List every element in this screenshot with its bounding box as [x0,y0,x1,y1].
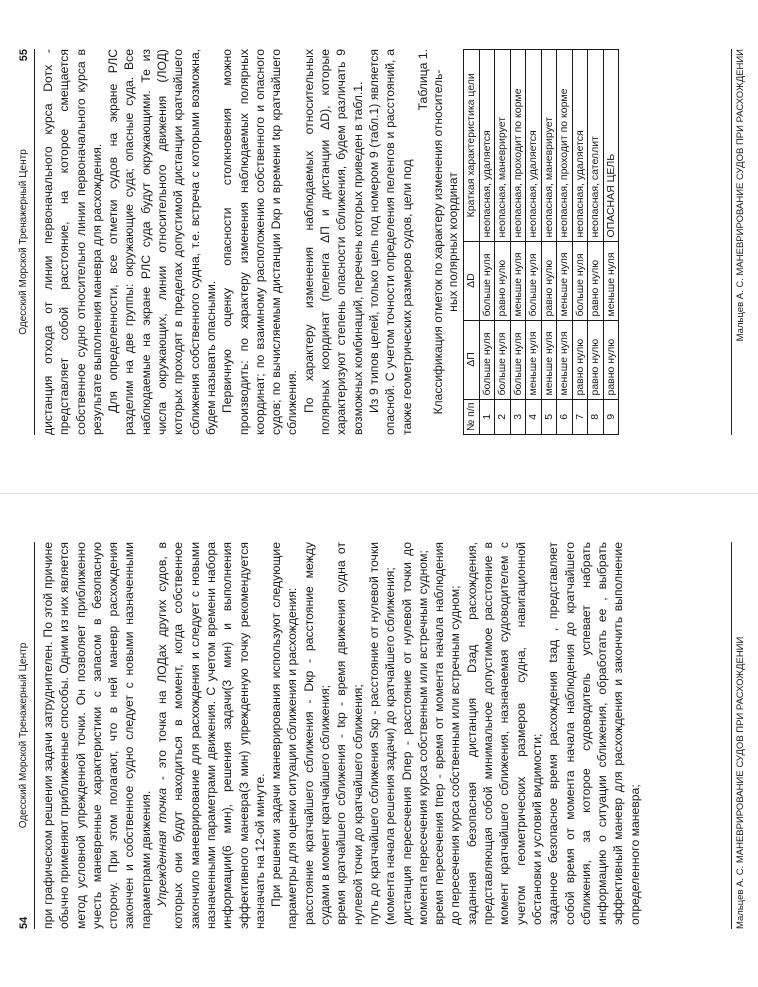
table-caption: Таблица 1. [415,49,430,111]
cell-number: 5 [541,399,557,434]
cell-description: неопасная, удаляется [526,50,542,242]
cell-description: неопасная, сателлит [588,50,604,242]
table-row [510,50,526,435]
table-title-line: ных полярных координат [446,172,461,312]
cell-distance-change: меньше нуля [557,241,573,320]
cell-bearing-change: равно нулю [603,320,619,399]
cell-bearing-change: больше нуля [479,320,495,399]
page-body [40,49,619,435]
cell-distance-change: равно нулю [588,241,604,320]
cell-distance-change: больше нуля [572,241,588,320]
page-55 [0,1,758,494]
page-footer: Мальцев А. С. МАНЕВРИРОВАНИЕ СУДОВ ПРИ РАСХОЖДЕНИИ [731,49,746,435]
table-header-row [464,50,480,435]
cell-number: 8 [588,399,604,434]
definition-item: путь до кратчайшего сближения Sкр - расстояние от нулевой точки (момента начала решения задачи) до кратчайшего сближения; [366,542,398,925]
page-header [18,542,35,929]
page-54 [0,494,758,987]
page-number: 54 [18,916,30,929]
table-body [479,50,619,435]
cell-distance-change: меньше нуля [510,241,526,320]
definition-item: время кратчайшего сближения - tкр - время движения судна от нулевой точки до кратчайшего сближения; [334,542,365,925]
table-row [479,50,495,435]
paragraph: По характеру изменения наблюдаемых относительных полярных координат (пеленга ΔП и дистанции ΔD), которые характеризуют степень опасности сближения, будем различать 9 возможных комбинаций, перечень которых приведен в табл.1. [301,49,365,435]
cell-distance-change: больше нуля [479,241,495,320]
definitions-list [301,542,643,929]
table-title-line: Классификация отметок по характеру изменения относитель- [431,69,446,415]
definition-item: расстояние кратчайшего сближения - Dкр - расстояние между судами в момент кратчайшего сближения; [301,542,333,925]
cell-bearing-change: больше нуля [510,320,526,399]
cell-number: 6 [557,399,573,434]
cell-bearing-change: меньше нуля [526,320,542,399]
table-row [495,50,511,435]
table-title [431,49,461,435]
cell-description: неопасная, удаляется [572,50,588,242]
paragraph-upr-point [154,542,268,929]
paragraph: Для определенности, все отметки судов на экране РЛС разделим на две группы: окружающие суда; опасные суда. Все наблюдаемые на экране РЛС суда будут окружающими. Те из числа окружающих, линии относительного движения (ЛОД) которых проходят в пределах допустимой дистанции кратчайшего сближения собственного судна, т.е. встреча с которыми возможна, будем называть опасными. [106,49,218,435]
page-body [40,542,643,929]
page-number: 55 [18,49,30,62]
definition-item: заданная безопасная дистанция Dзад расхождения, представляющая собой минимальное допустимое расстояние в момент кратчайшего сближения, назначаемая судоводителем с учетом геометрических размеров судна, навигационной обстановки и условий видимости; [464,542,544,925]
classification-table [463,49,619,435]
column-header-number: № п/п [464,399,480,434]
cell-bearing-change: меньше нуля [541,320,557,399]
cell-description: неопасная, маневрирует [495,50,511,242]
table-row [541,50,557,435]
cell-description: ОПАСНАЯ ЦЕЛЬ [603,50,619,242]
cell-number: 4 [526,399,542,434]
paragraph: при графическом решении задачи затруднителен. По этой причине обычно применяют приближенные способы. Одним из них является метод условной упрежденной точки. Он позволяет приближенно учесть маневренные характеристики с запасом в безопасную сторону. При этом полагают, что в ней маневр расхождения закончен и собственное судно следует с новыми назначенными параметрами движения. [41,542,153,929]
paragraph: При решении задачи маневрирования используют следующие параметры для оценки ситуации сближения и расхождения: [269,542,300,929]
cell-bearing-change: меньше нуля [557,320,573,399]
column-header-description: Краткая характеристика цели [464,50,480,242]
table-row [526,50,542,435]
cell-description: неопасная, маневрирует [541,50,557,242]
cell-distance-change: больше нуля [526,241,542,320]
cell-description: неопасная, проходит по корме [510,50,526,242]
cell-bearing-change: равно нулю [572,320,588,399]
column-header-distance: ΔD [464,241,480,320]
paragraph: дистанция отхода от линии первоначального курса Dотх - представляет собой расстояние, на которое смещается собственное судно относительно линии первоначального курса в результате выполнения маневра для расхождения. [41,49,104,435]
cell-description: неопасная, удаляется [479,50,495,242]
cell-description: неопасная, проходит по корме [557,50,573,242]
definition-item: заданное безопасное время расхождения tзад , представляет собой время от момента начала наблюдения до кратчайшего сближения, за которое судоводитель успевает набрать информацию о ситуации сближения, обработать ее , выбрать эффективный маневр для расхождения и закончить выполнение определенного маневра; [546,542,642,925]
table-row [588,50,604,435]
cell-number: 2 [495,399,511,434]
page-header [18,49,35,435]
paragraph: Из 9 типов целей, только цель под номером 9 (табл.1) является опасной. С учетом точности определения пеленгов и расстояний, а также геометрических размеров судов, цели под [366,49,414,435]
table-row [572,50,588,435]
cell-bearing-change: равно нулю [588,320,604,399]
page-footer: Мальцев А. С. МАНЕВРИРОВАНИЕ СУДОВ ПРИ РАСХОЖДЕНИИ [731,542,746,929]
table-row [557,50,573,435]
cell-bearing-change: больше нуля [495,320,511,399]
cell-number: 7 [572,399,588,434]
definition-item: время пересечения tпер - время от момента начала наблюдения до пересечения курса собственным или встречным судном; [432,542,463,925]
column-header-bearing: ΔП [464,320,480,399]
header-title: Одесский Морской Тренажерный Центр [18,642,29,829]
cell-number: 9 [603,399,619,434]
table-row [603,50,619,435]
term: Упрежденная точка [155,787,170,907]
cell-number: 3 [510,399,526,434]
cell-distance-change: равно нулю [495,241,511,320]
cell-distance-change: меньше нуля [603,241,619,320]
cell-distance-change: равно нулю [541,241,557,320]
definition-item: дистанция пересечения Dпер - расстояние от нулевой точки до момента пересечения курса собственным или встречным судном; [399,542,430,925]
cell-number: 1 [479,399,495,434]
header-title: Одесский Морской Тренажерный Центр [18,149,29,335]
term-definition: - это точка на ЛОДах других судов, в которых они будут находиться в момент, когда собственное закончило маневрирование для расхождения и следует с новыми назначенными параметрами движения. С учетом времени набора информации(6 мин), решения задачи(3 мин) и выполнения эффективного маневра(3 мин) упрежденную точку рекомендуется назначать на 12-ой минуте. [155,542,267,929]
paragraph: Первичную оценку опасности столкновения можно производить: по характеру изменения наблюдаемых полярных координат; по взаимному расположению собственного и опасного судов; по вычисляемым дистанции Dкр и времени tкр кратчайшего сближения. [220,49,300,435]
